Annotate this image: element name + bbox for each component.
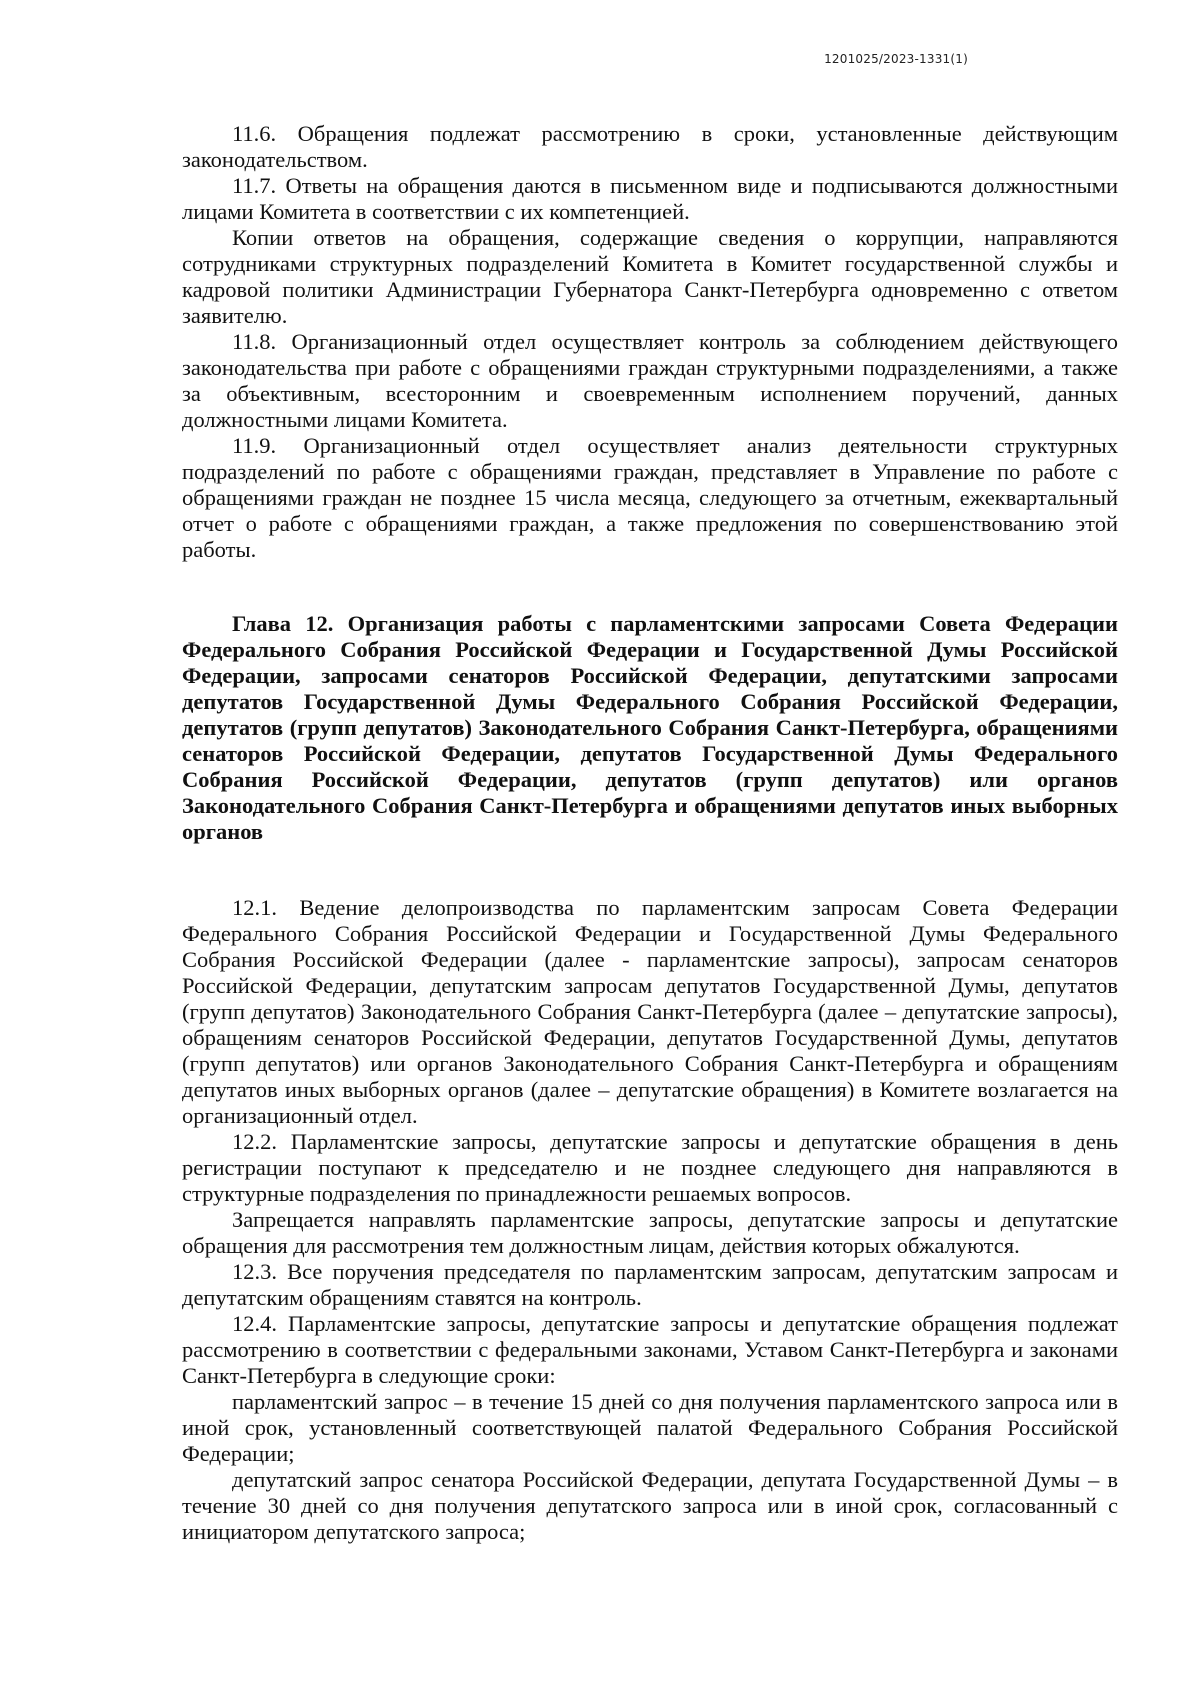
document-body bbox=[182, 121, 1118, 1545]
chapter-12-heading: Глава 12. Организация работы с парламентскими запросами Совета Федерации Федерального Собрания Российской Федерации и Государственной Думы Российской Федерации, запросами сенаторов Российской Федерации, депутатскими запросами депутатов Государственной Думы Федерального Собрания Российской Федерации, депутатов (групп депутатов) Законодательного Собрания Санкт-Петербурга, обращениями сенаторов Российской Федерации, депутатов Государственной Думы Федерального Собрания Российской Федерации, депутатов (групп депутатов) или органов Законодательного Собрания Санкт-Петербурга и обращениями депутатов иных выборных органов bbox=[182, 611, 1118, 844]
paragraph-11-6: 11.6. Обращения подлежат рассмотрению в сроки, установленные действующим законодательством. bbox=[182, 121, 1118, 172]
paragraph-11-8: 11.8. Организационный отдел осуществляет контроль за соблюдением действующего законодательства при работе с обращениями граждан структурными подразделениями, а также за объективным, всесторонним и своевременным исполнением поручений, данных должностными лицами Комитета. bbox=[182, 329, 1118, 432]
paragraph-12-2-prohibit: Запрещается направлять парламентские запросы, депутатские запросы и депутатские обращения для рассмотрения тем должностным лицам, действия которых обжалуются. bbox=[182, 1207, 1118, 1258]
paragraph-12-3: 12.3. Все поручения председателя по парламентским запросам, депутатским запросам и депутатским обращениям ставятся на контроль. bbox=[182, 1259, 1118, 1310]
paragraph-12-4-parliamentary: парламентский запрос – в течение 15 дней со дня получения парламентского запроса или в иной срок, установленный соответствующей палатой Федерального Собрания Российской Федерации; bbox=[182, 1389, 1118, 1466]
paragraph-11-7-copies: Копии ответов на обращения, содержащие сведения о коррупции, направляются сотрудниками структурных подразделений Комитета в Комитет государственной службы и кадровой политики Администрации Губернатора Санкт-Петербурга одновременно с ответом заявителю. bbox=[182, 225, 1118, 328]
paragraph-11-7: 11.7. Ответы на обращения даются в письменном виде и подписываются должностными лицами Комитета в соответствии с их компетенцией. bbox=[182, 173, 1118, 224]
paragraph-12-4: 12.4. Парламентские запросы, депутатские запросы и депутатские обращения подлежат рассмотрению в соответствии с федеральными законами, Уставом Санкт-Петербурга и законами Санкт-Петербурга в следующие сроки: bbox=[182, 1311, 1118, 1388]
paragraph-12-1: 12.1. Ведение делопроизводства по парламентским запросам Совета Федерации Федерального Собрания Российской Федерации и Государственной Думы Федерального Собрания Российской Федерации (далее - парламентские запросы), запросам сенаторов Российской Федерации, депутатским запросам депутатов Государственной Думы, депутатов (групп депутатов) Законодательного Собрания Санкт-Петербурга (далее – депутатские запросы), обращениям сенаторов Российской Федерации, депутатов Государственной Думы, депутатов (групп депутатов) или органов Законодательного Собрания Санкт-Петербурга и обращениям депутатов иных выборных органов (далее – депутатские обращения) в Комитете возлагается на организационный отдел. bbox=[182, 895, 1118, 1128]
document-number: 1201025/2023-1331(1) bbox=[824, 52, 968, 66]
paragraph-11-9: 11.9. Организационный отдел осуществляет анализ деятельности структурных подразделений по работе с обращениями граждан, представляет в Управление по работе с обращениями граждан не позднее 15 числа месяца, следующего за отчетным, ежеквартальный отчет о работе с обращениями граждан, а также предложения по совершенствованию этой работы. bbox=[182, 433, 1118, 562]
paragraph-12-2: 12.2. Парламентские запросы, депутатские запросы и депутатские обращения в день регистрации поступают к председателю и не позднее следующего дня направляются в структурные подразделения по принадлежности решаемых вопросов. bbox=[182, 1129, 1118, 1206]
paragraph-12-4-deputy: депутатский запрос сенатора Российской Федерации, депутата Государственной Думы – в течение 30 дней со дня получения депутатского запроса или в иной срок, согласованный с инициатором депутатского запроса; bbox=[182, 1467, 1118, 1544]
